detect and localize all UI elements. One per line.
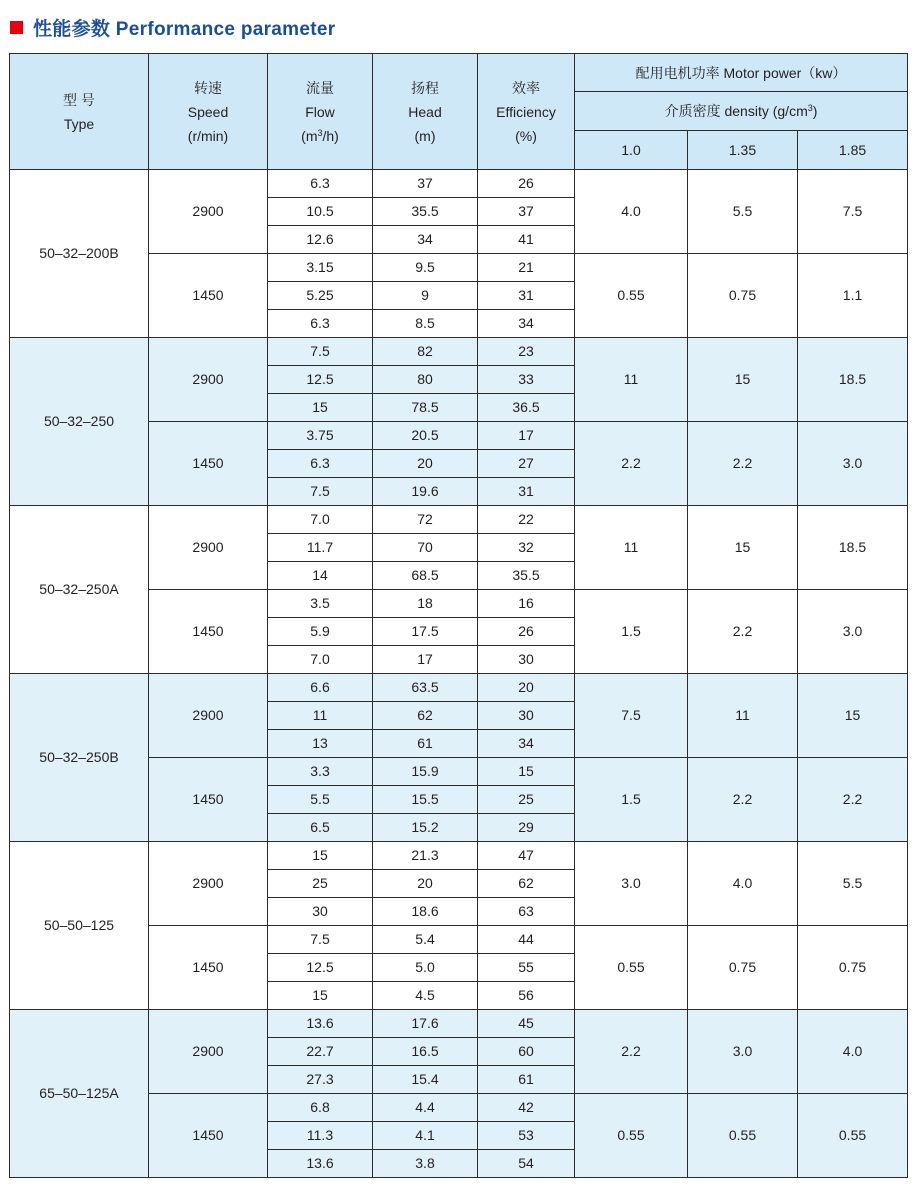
head-cell: 4.4	[373, 1094, 478, 1122]
head-cell: 20	[373, 450, 478, 478]
flow-cell: 7.0	[268, 646, 373, 674]
model-group	[10, 674, 908, 842]
efficiency-cell: 15	[478, 758, 575, 786]
efficiency-cell: 34	[478, 730, 575, 758]
header-efficiency: 效率 Efficiency (%)	[478, 54, 575, 170]
head-cell: 63.5	[373, 674, 478, 702]
efficiency-cell: 36.5	[478, 394, 575, 422]
efficiency-cell: 54	[478, 1150, 575, 1178]
table-row	[10, 1010, 908, 1038]
speed-cell: 2900	[149, 1010, 268, 1094]
flow-cell: 7.5	[268, 926, 373, 954]
head-cell: 4.5	[373, 982, 478, 1010]
flow-cell: 13.6	[268, 1010, 373, 1038]
model-type-cell: 50–32–200B	[10, 170, 149, 338]
flow-cell: 6.3	[268, 310, 373, 338]
flow-cell: 13.6	[268, 1150, 373, 1178]
efficiency-cell: 45	[478, 1010, 575, 1038]
head-cell: 15.5	[373, 786, 478, 814]
head-cell: 4.1	[373, 1122, 478, 1150]
flow-cell: 11.7	[268, 534, 373, 562]
speed-cell: 1450	[149, 254, 268, 338]
head-cell: 15.9	[373, 758, 478, 786]
motor-power-cell-2: 5.5	[688, 170, 798, 254]
flow-cell: 5.5	[268, 786, 373, 814]
model-group	[10, 506, 908, 674]
flow-cell: 30	[268, 898, 373, 926]
model-group	[10, 1010, 908, 1178]
motor-power-cell-2: 2.2	[688, 758, 798, 842]
motor-power-cell-1: 0.55	[575, 926, 688, 1010]
flow-cell: 5.9	[268, 618, 373, 646]
table-row	[10, 674, 908, 702]
efficiency-cell: 44	[478, 926, 575, 954]
flow-cell: 12.5	[268, 954, 373, 982]
model-type-cell: 50–32–250A	[10, 506, 149, 674]
efficiency-cell: 23	[478, 338, 575, 366]
efficiency-cell: 17	[478, 422, 575, 450]
efficiency-cell: 55	[478, 954, 575, 982]
head-cell: 15.4	[373, 1066, 478, 1094]
header-flow: 流量 Flow $(m^3/h)$	[268, 54, 373, 170]
efficiency-cell: 33	[478, 366, 575, 394]
efficiency-cell: 22	[478, 506, 575, 534]
flow-cell: 6.6	[268, 674, 373, 702]
model-group	[10, 842, 908, 1010]
efficiency-cell: 60	[478, 1038, 575, 1066]
table-row	[10, 506, 908, 534]
motor-power-cell-3: 1.1	[798, 254, 908, 338]
head-cell: 20	[373, 870, 478, 898]
flow-cell: 11.3	[268, 1122, 373, 1150]
red-square-icon	[10, 21, 23, 34]
motor-power-cell-2: 15	[688, 338, 798, 422]
motor-power-cell-2: 15	[688, 506, 798, 590]
efficiency-cell: 34	[478, 310, 575, 338]
efficiency-cell: 47	[478, 842, 575, 870]
motor-power-cell-1: 1.5	[575, 758, 688, 842]
flow-cell: 7.0	[268, 506, 373, 534]
flow-cell: 13	[268, 730, 373, 758]
header-head: 扬程 Head (m)	[373, 54, 478, 170]
model-group	[10, 170, 908, 338]
flow-cell: 6.5	[268, 814, 373, 842]
flow-cell: 6.8	[268, 1094, 373, 1122]
table-header	[10, 54, 908, 170]
flow-cell: 12.6	[268, 226, 373, 254]
speed-cell: 1450	[149, 926, 268, 1010]
head-cell: 17.5	[373, 618, 478, 646]
section-title	[10, 14, 335, 40]
head-cell: 18	[373, 590, 478, 618]
efficiency-cell: 53	[478, 1122, 575, 1150]
efficiency-cell: 61	[478, 1066, 575, 1094]
motor-power-cell-3: 2.2	[798, 758, 908, 842]
efficiency-cell: 21	[478, 254, 575, 282]
motor-power-cell-2: 4.0	[688, 842, 798, 926]
efficiency-cell: 26	[478, 170, 575, 198]
header-motor-power: 配用电机功率 Motor power（kw）	[575, 54, 908, 92]
head-cell: 34	[373, 226, 478, 254]
head-cell: 61	[373, 730, 478, 758]
efficiency-cell: 30	[478, 702, 575, 730]
flow-cell: 12.5	[268, 366, 373, 394]
model-type-cell: 50–32–250	[10, 338, 149, 506]
speed-cell: 1450	[149, 590, 268, 674]
efficiency-cell: 31	[478, 282, 575, 310]
head-cell: 9.5	[373, 254, 478, 282]
efficiency-cell: 35.5	[478, 562, 575, 590]
efficiency-cell: 62	[478, 870, 575, 898]
speed-cell: 2900	[149, 338, 268, 422]
efficiency-cell: 27	[478, 450, 575, 478]
head-cell: 20.5	[373, 422, 478, 450]
flow-cell: 7.5	[268, 478, 373, 506]
flow-cell: 27.3	[268, 1066, 373, 1094]
motor-power-cell-2: 0.55	[688, 1094, 798, 1178]
motor-power-cell-1: 2.2	[575, 422, 688, 506]
motor-power-cell-3: 0.55	[798, 1094, 908, 1178]
efficiency-cell: 20	[478, 674, 575, 702]
head-cell: 19.6	[373, 478, 478, 506]
header-density-1: 1.0	[575, 131, 688, 170]
flow-cell: 6.3	[268, 450, 373, 478]
efficiency-cell: 29	[478, 814, 575, 842]
head-cell: 35.5	[373, 198, 478, 226]
head-cell: 72	[373, 506, 478, 534]
efficiency-cell: 56	[478, 982, 575, 1010]
flow-cell: 7.5	[268, 338, 373, 366]
motor-power-cell-3: 3.0	[798, 422, 908, 506]
motor-power-cell-1: 0.55	[575, 1094, 688, 1178]
head-cell: 8.5	[373, 310, 478, 338]
head-cell: 62	[373, 702, 478, 730]
motor-power-cell-1: 7.5	[575, 674, 688, 758]
flow-cell: 15	[268, 394, 373, 422]
header-density-2: 1.35	[688, 131, 798, 170]
head-cell: 5.0	[373, 954, 478, 982]
motor-power-cell-1: 11	[575, 506, 688, 590]
motor-power-cell-2: 0.75	[688, 254, 798, 338]
table-row	[10, 170, 908, 198]
speed-cell: 1450	[149, 422, 268, 506]
flow-cell: 10.5	[268, 198, 373, 226]
table-row	[10, 338, 908, 366]
head-cell: 16.5	[373, 1038, 478, 1066]
motor-power-cell-2: 11	[688, 674, 798, 758]
speed-cell: 1450	[149, 1094, 268, 1178]
head-cell: 78.5	[373, 394, 478, 422]
flow-cell: 3.3	[268, 758, 373, 786]
speed-cell: 2900	[149, 506, 268, 590]
efficiency-cell: 41	[478, 226, 575, 254]
head-cell: 5.4	[373, 926, 478, 954]
motor-power-cell-3: 4.0	[798, 1010, 908, 1094]
motor-power-cell-2: 2.2	[688, 422, 798, 506]
header-speed: 转速 Speed (r/min)	[149, 54, 268, 170]
head-cell: 17.6	[373, 1010, 478, 1038]
efficiency-cell: 26	[478, 618, 575, 646]
motor-power-cell-3: 15	[798, 674, 908, 758]
efficiency-cell: 63	[478, 898, 575, 926]
performance-table	[9, 53, 908, 1178]
efficiency-cell: 25	[478, 786, 575, 814]
efficiency-cell: 30	[478, 646, 575, 674]
speed-cell: 2900	[149, 674, 268, 758]
flow-cell: 3.5	[268, 590, 373, 618]
flow-cell: 14	[268, 562, 373, 590]
flow-cell: 15	[268, 982, 373, 1010]
header-density: 介质密度 density $(g/cm^3)$	[575, 92, 908, 131]
head-cell: 80	[373, 366, 478, 394]
motor-power-cell-2: 0.75	[688, 926, 798, 1010]
section-title-text: 性能参数 Performance parameter	[33, 18, 336, 40]
efficiency-cell: 42	[478, 1094, 575, 1122]
flow-cell: 5.25	[268, 282, 373, 310]
model-group	[10, 338, 908, 506]
flow-cell: 11	[268, 702, 373, 730]
motor-power-cell-1: 11	[575, 338, 688, 422]
flow-cell: 15	[268, 842, 373, 870]
efficiency-cell: 31	[478, 478, 575, 506]
motor-power-cell-3: 5.5	[798, 842, 908, 926]
speed-cell: 2900	[149, 170, 268, 254]
efficiency-cell: 16	[478, 590, 575, 618]
motor-power-cell-2: 3.0	[688, 1010, 798, 1094]
motor-power-cell-1: 4.0	[575, 170, 688, 254]
model-type-cell: 50–32–250B	[10, 674, 149, 842]
table-row	[10, 842, 908, 870]
model-type-cell: 65–50–125A	[10, 1010, 149, 1178]
head-cell: 3.8	[373, 1150, 478, 1178]
flow-cell: 6.3	[268, 170, 373, 198]
speed-cell: 2900	[149, 842, 268, 926]
header-density-3: 1.85	[798, 131, 908, 170]
flow-cell: 3.15	[268, 254, 373, 282]
head-cell: 68.5	[373, 562, 478, 590]
flow-cell: 22.7	[268, 1038, 373, 1066]
motor-power-cell-1: 2.2	[575, 1010, 688, 1094]
model-type-cell: 50–50–125	[10, 842, 149, 1010]
head-cell: 82	[373, 338, 478, 366]
head-cell: 9	[373, 282, 478, 310]
flow-cell: 3.75	[268, 422, 373, 450]
motor-power-cell-3: 3.0	[798, 590, 908, 674]
head-cell: 21.3	[373, 842, 478, 870]
header-type: 型 号 Type	[10, 54, 149, 170]
head-cell: 18.6	[373, 898, 478, 926]
efficiency-cell: 32	[478, 534, 575, 562]
motor-power-cell-3: 0.75	[798, 926, 908, 1010]
efficiency-cell: 37	[478, 198, 575, 226]
motor-power-cell-3: 18.5	[798, 506, 908, 590]
motor-power-cell-1: 3.0	[575, 842, 688, 926]
motor-power-cell-2: 2.2	[688, 590, 798, 674]
motor-power-cell-3: 7.5	[798, 170, 908, 254]
motor-power-cell-1: 0.55	[575, 254, 688, 338]
head-cell: 70	[373, 534, 478, 562]
head-cell: 15.2	[373, 814, 478, 842]
motor-power-cell-1: 1.5	[575, 590, 688, 674]
head-cell: 17	[373, 646, 478, 674]
flow-cell: 25	[268, 870, 373, 898]
speed-cell: 1450	[149, 758, 268, 842]
head-cell: 37	[373, 170, 478, 198]
motor-power-cell-3: 18.5	[798, 338, 908, 422]
